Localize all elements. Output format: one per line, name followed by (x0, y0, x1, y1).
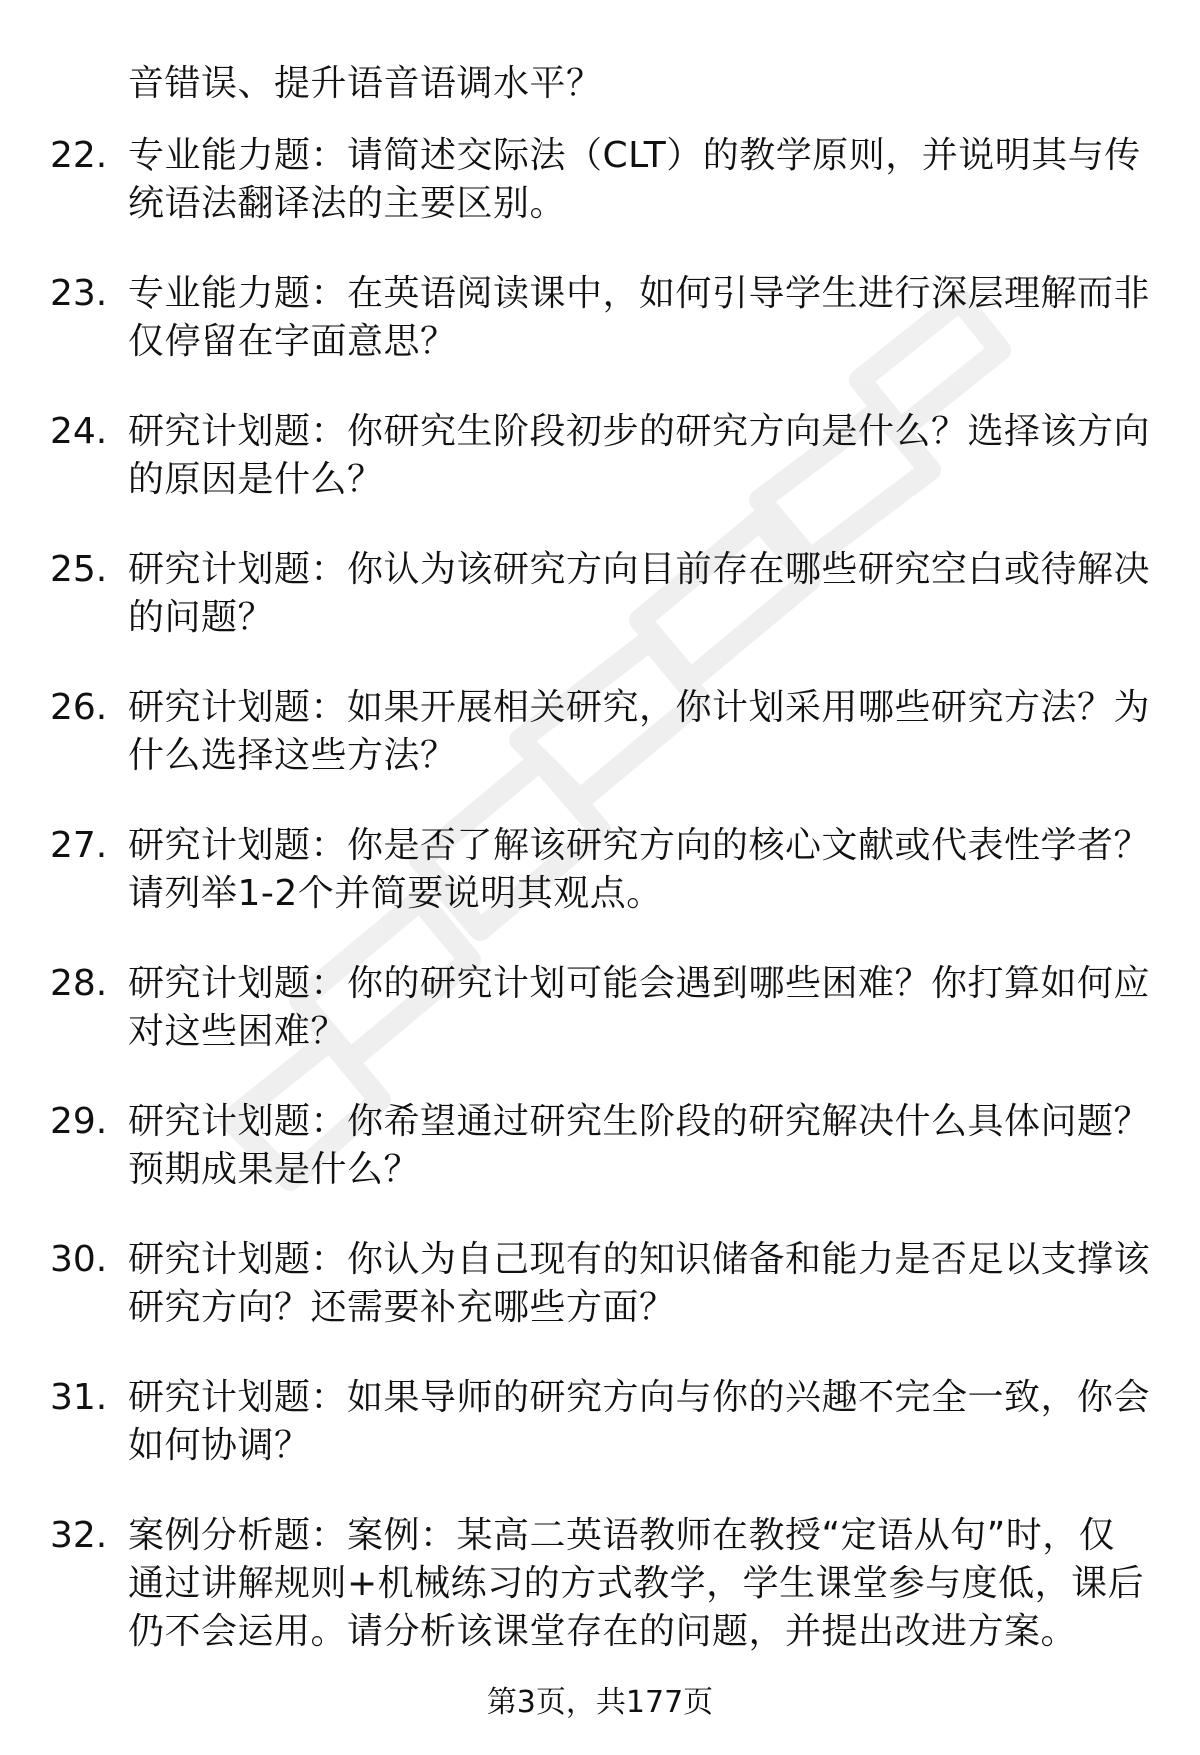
question-text-line: 对这些困难？ (128, 1011, 348, 1052)
question-text-line: 研究计划题：你认为该研究方向目前存在哪些研究空白或待解决 (128, 549, 1151, 590)
question-item (0, 408, 1200, 504)
question-text-line: 统语法翻译法的主要区别。 (128, 183, 567, 224)
question-number: 25. (50, 549, 108, 590)
question-item (0, 684, 1200, 780)
question-text-line: 仅停留在字面意思？ (128, 321, 457, 362)
question-text-line: 研究计划题：你认为自己现有的知识储备和能力是否足以支撑该 (128, 1239, 1151, 1280)
question-text-line: 研究方向？还需要补充哪些方面？ (128, 1287, 676, 1328)
question-number: 28. (50, 963, 108, 1004)
question-text-line: 请列举1-2个并简要说明其观点。 (128, 873, 663, 914)
question-number: 29. (50, 1101, 108, 1142)
continuation-text: 音错误、提升语音语调水平？ (128, 63, 603, 104)
question-text-line: 研究计划题：如果开展相关研究，你计划采用哪些研究方法？为 (128, 687, 1151, 728)
question-number: 26. (50, 687, 108, 728)
question-number: 22. (50, 135, 108, 176)
question-item (0, 1374, 1200, 1470)
question-text-line: 仍不会运用。请分析该课堂存在的问题，并提出改进方案。 (128, 1611, 1078, 1652)
question-text-line: 通过讲解规则+机械练习的方式教学，学生课堂参与度低，课后 (128, 1563, 1145, 1604)
question-list (0, 132, 1200, 1698)
question-text-line: 案例分析题：案例：某高二英语教师在教授“定语从句”时，仅 (128, 1515, 1116, 1556)
question-text (128, 1374, 1151, 1470)
question-text-line: 研究计划题：你研究生阶段初步的研究方向是什么？选择该方向 (128, 411, 1151, 452)
question-text-line: 的原因是什么？ (128, 459, 384, 500)
question-item (0, 1098, 1200, 1194)
question-number: 23. (50, 273, 108, 314)
question-text (128, 1512, 1145, 1656)
question-text (128, 270, 1151, 366)
question-item (0, 546, 1200, 642)
question-text-line: 专业能力题：在英语阅读课中，如何引导学生进行深层理解而非 (128, 273, 1151, 314)
question-item (0, 1512, 1200, 1656)
question-item (0, 1236, 1200, 1332)
question-text-line: 的问题？ (128, 597, 275, 638)
question-text-line: 什么选择这些方法？ (128, 735, 457, 776)
question-text (128, 1236, 1151, 1332)
question-text-line: 研究计划题：如果导师的研究方向与你的兴趣不完全一致，你会 (128, 1377, 1151, 1418)
question-number: 24. (50, 411, 108, 452)
question-item (0, 822, 1200, 918)
question-text (128, 822, 1151, 918)
question-item (0, 270, 1200, 366)
question-number: 27. (50, 825, 108, 866)
question-text (128, 960, 1151, 1056)
question-item (0, 960, 1200, 1056)
question-text-line: 专业能力题：请简述交际法（CLT）的教学原则，并说明其与传 (128, 135, 1141, 176)
question-text-line: 如何协调？ (128, 1425, 311, 1466)
question-text (128, 408, 1151, 504)
question-number: 31. (50, 1377, 108, 1418)
question-number: 30. (50, 1239, 108, 1280)
question-number: 32. (50, 1515, 108, 1556)
question-text (128, 1098, 1151, 1194)
question-text (128, 684, 1151, 780)
question-text (128, 546, 1151, 642)
question-text-line: 研究计划题：你是否了解该研究方向的核心文献或代表性学者？ (128, 825, 1151, 866)
question-text-line: 研究计划题：你的研究计划可能会遇到哪些困难？你打算如何应 (128, 963, 1151, 1004)
question-item (0, 132, 1200, 228)
question-text-line: 预期成果是什么？ (128, 1149, 421, 1190)
page-footer: 第3页，共177页 (486, 1685, 714, 1720)
question-text-line: 研究计划题：你希望通过研究生阶段的研究解决什么具体问题？ (128, 1101, 1151, 1142)
question-text (128, 132, 1141, 228)
